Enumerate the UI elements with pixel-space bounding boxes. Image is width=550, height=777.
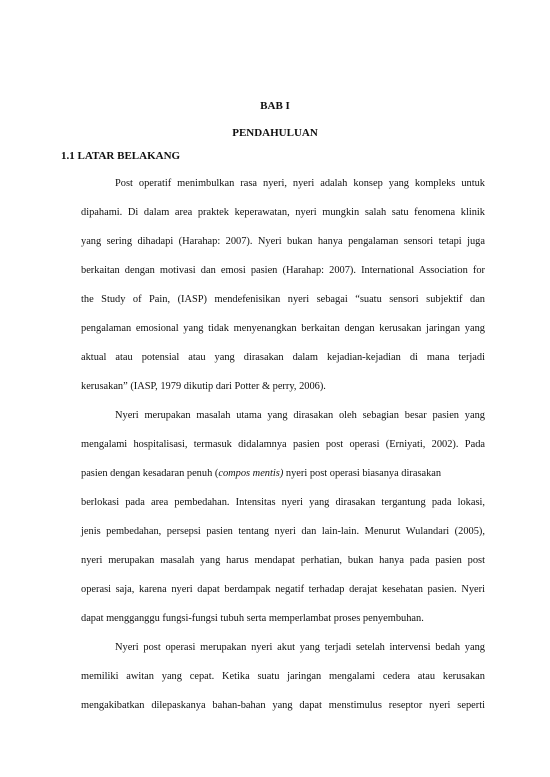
paragraph-3-line-3: mengakibatkan dilepaskanya bahan-bahan yang dapat menstimulus reseptor nyeri seperti — [81, 700, 485, 711]
paragraph-3-line-2: memiliki awitan yang cepat. Ketika suatu jaringan mengalami cedera atau kerusakan — [81, 671, 485, 682]
line-3-start: pasien dengan kesadaran penuh ( — [81, 468, 219, 479]
italic-term: compos mentis) — [218, 468, 284, 479]
paragraph-2-line-2: mengalami hospitalisasi, termasuk didalamnya pasien post operasi (Erniyati, 2002). Pada — [81, 439, 485, 450]
line-3-rest: nyeri post operasi biasanya dirasakan — [283, 468, 442, 479]
paragraph-1-line-3: yang sering dihadapi (Harahap: 2007). Nyeri bukan hanya pengalaman sensori tetapi juga — [81, 236, 485, 247]
section-heading: 1.1 LATAR BELAKANG — [61, 150, 181, 162]
paragraph-2-line-7: operasi saja, karena nyeri dapat berdampak negatif terhadap derajat kesehatan pasien. Nyeri — [81, 584, 485, 595]
paragraph-2-line-6: nyeri merupakan masalah yang harus mendapat perhatian, bukan hanya pada pasien post — [81, 555, 485, 566]
paragraph-3-line-1: Nyeri post operasi merupakan nyeri akut yang terjadi setelah intervensi bedah yang — [115, 642, 485, 653]
chapter-number: BAB I — [260, 100, 290, 112]
paragraph-2-line-4: berlokasi pada area pembedahan. Intensitas nyeri yang dirasakan tergantung pada lokasi, — [81, 497, 485, 508]
paragraph-1-line-6: pengalaman emosional yang tidak menyenangkan berkaitan dengan kerusakan jaringan yang — [81, 323, 485, 334]
paragraph-2-line-5: jenis pembedahan, persepsi pasien tentang nyeri dan lain-lain. Menurut Wulandari (2005), — [81, 526, 485, 537]
paragraph-2-line-1: Nyeri merupakan masalah utama yang dirasakan oleh sebagian besar pasien yang — [115, 410, 485, 421]
chapter-title: PENDAHULUAN — [232, 127, 318, 139]
paragraph-1-line-7: aktual atau potensial atau yang dirasakan dalam kejadian-kejadian di mana terjadi — [81, 352, 485, 363]
paragraph-1-line-4: berkaitan dengan motivasi dan emosi pasien (Harahap: 2007). International Association for — [81, 265, 485, 276]
paragraph-1-line-1: Post operatif menimbulkan rasa nyeri, nyeri adalah konsep yang kompleks untuk — [115, 178, 485, 189]
paragraph-1-line-8: kerusakan” (IASP, 1979 dikutip dari Potter & perry, 2006). — [81, 381, 326, 392]
paragraph-2-line-3 — [81, 467, 485, 481]
paragraph-1-line-5: the Study of Pain, (IASP) mendefenisikan nyeri sebagai “suatu sensori subjektif dan — [81, 294, 485, 305]
paragraph-2-line-8: dapat mengganggu fungsi-fungsi tubuh serta memperlambat proses penyembuhan. — [81, 613, 424, 624]
paragraph-1-line-2: dipahami. Di dalam area praktek keperawatan, nyeri mungkin salah satu fenomena klinik — [81, 207, 485, 218]
